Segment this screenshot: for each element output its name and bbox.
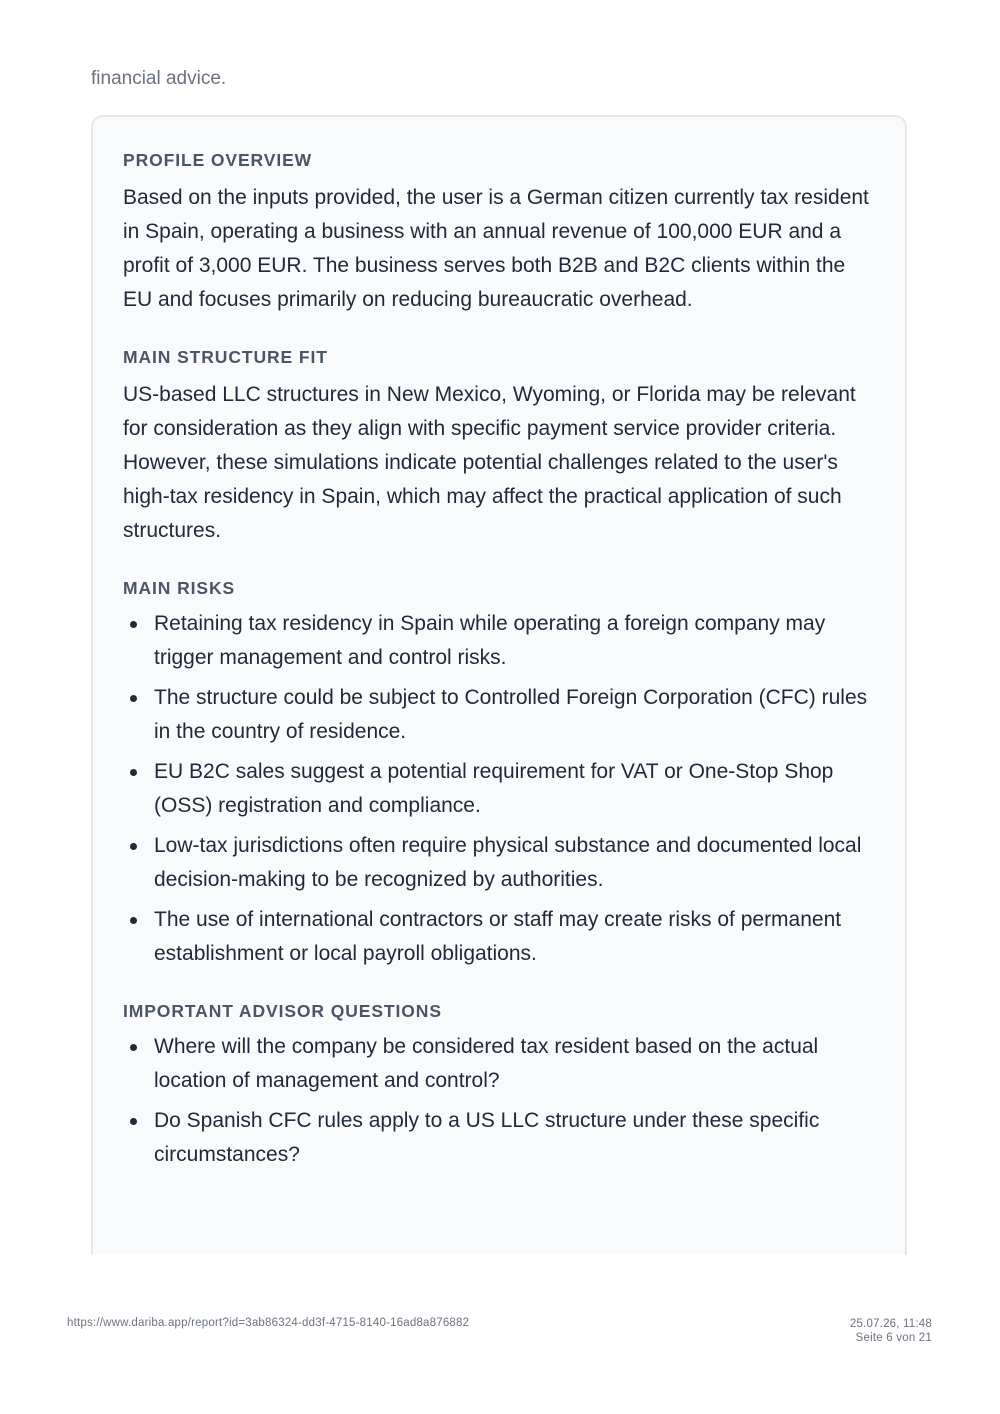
profile-overview-heading: PROFILE OVERVIEW: [123, 150, 313, 170]
list-item-text: The use of international contractors or staff may create risks of permanent establishment or local payroll obligations.: [154, 908, 842, 965]
bullet-icon: [130, 1044, 137, 1051]
main-risks-heading: MAIN RISKS: [123, 578, 236, 598]
profile-overview-text: Based on the inputs provided, the user is a German citizen currently tax resident in Spain, operating a business with an annual revenue of 100,000 EUR and a profit of 3,000 EUR. The business serves both B2B and B2C clients within the EU and focuses primarily on reducing bureaucratic overhead.: [123, 186, 869, 311]
list-item: [123, 607, 875, 675]
main-structure-fit-heading: MAIN STRUCTURE FIT: [123, 347, 328, 367]
list-item: [123, 1030, 875, 1098]
list-item-text: Where will the company be considered tax resident based on the actual location of management and control?: [154, 1035, 819, 1092]
bullet-icon: [130, 695, 137, 702]
advisor-questions-section: [123, 998, 875, 1172]
main-risks-section: [123, 575, 875, 971]
bullet-icon: [130, 843, 137, 850]
list-item: [123, 755, 875, 823]
list-item-text: EU B2C sales suggest a potential requirement for VAT or One-Stop Shop (OSS) registration and compliance.: [154, 760, 834, 817]
advisor-questions-list: [123, 1030, 875, 1172]
list-item: [123, 681, 875, 749]
list-item-text: Low-tax jurisdictions often require physical substance and documented local decision-making to be recognized by authorities.: [154, 834, 862, 891]
list-item: [123, 829, 875, 897]
footer-page-number: Seite 6 von 21: [855, 1332, 932, 1344]
list-item: [123, 1104, 875, 1172]
main-structure-fit-text: US-based LLC structures in New Mexico, Wyoming, or Florida may be relevant for consideration as they align with specific payment service provider criteria. However, these simulations indicate potential challenges related to the user's high-tax residency in Spain, which may affect the practical application of such structures.: [123, 383, 856, 542]
bullet-icon: [130, 621, 137, 628]
bullet-icon: [130, 917, 137, 924]
profile-overview-section: [123, 147, 875, 317]
list-item-text: Retaining tax residency in Spain while operating a foreign company may trigger management and control risks.: [154, 612, 826, 669]
summary-card: [91, 115, 907, 1255]
bullet-icon: [130, 769, 137, 776]
main-structure-fit-section: [123, 344, 875, 548]
footer-meta: [850, 1317, 932, 1345]
footer-url: https://www.dariba.app/report?id=3ab86324-dd3f-4715-8140-16ad8a876882: [67, 1317, 470, 1329]
lead-text: financial advice.: [91, 68, 227, 89]
footer-datetime: 25.07.26, 11:48: [849, 1318, 932, 1330]
main-risks-list: [123, 607, 875, 971]
list-item-text: Do Spanish CFC rules apply to a US LLC structure under these specific circumstances?: [154, 1109, 820, 1166]
list-item: [123, 903, 875, 971]
advisor-questions-heading: IMPORTANT ADVISOR QUESTIONS: [123, 1001, 442, 1021]
bullet-icon: [130, 1118, 137, 1125]
list-item-text: The structure could be subject to Controlled Foreign Corporation (CFC) rules in the country of residence.: [154, 686, 868, 743]
